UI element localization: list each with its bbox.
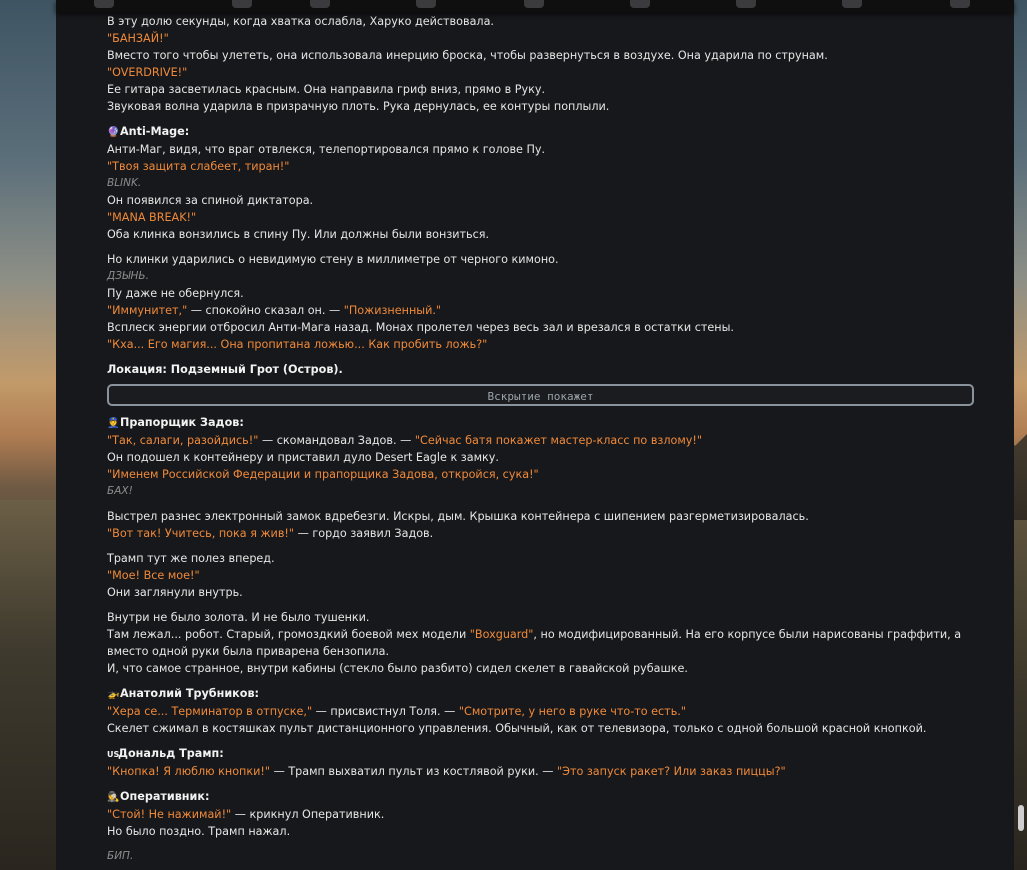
narration: Он появился за спиной диктатора. bbox=[107, 194, 314, 207]
scrollbar[interactable] bbox=[1014, 0, 1027, 870]
quote: "Именем Российской Федерации и прапорщика Задова, откройся, сука!" bbox=[107, 468, 539, 481]
dialogue-line: "Хера се... Терминатор в отпуске," — присвистнул Толя. — "Смотрите, у него в руке что-то есть." bbox=[107, 705, 686, 718]
quote: "Кха... Его магия... Она пропитана ложью... Как пробить ложь?" bbox=[107, 338, 488, 351]
dialogue-line: "Иммунитет," — спокойно сказал он. — "Пожизненный." bbox=[107, 304, 442, 317]
quote: "MANA BREAK!" bbox=[107, 211, 197, 224]
toolbar-cards-icon[interactable] bbox=[736, 0, 756, 8]
dialogue-line: "Стой! Не нажимай!" — крикнул Оперативник. bbox=[107, 808, 385, 821]
speaker-trubnikov: 🚁Анатолий Трубников: bbox=[107, 685, 987, 703]
narration: Он подошел к контейнеру и приставил дуло Desert Eagle к замку. bbox=[107, 451, 499, 464]
toolbar-characters-icon[interactable] bbox=[950, 0, 970, 8]
toolbar-plug-icon[interactable] bbox=[232, 0, 252, 8]
quote: "БАНЗАЙ!" bbox=[107, 32, 169, 45]
toolbar-book-icon[interactable] bbox=[416, 0, 436, 8]
sound-effect: BLINK. bbox=[107, 177, 142, 189]
us-flag-icon: US bbox=[107, 750, 120, 759]
toolbar-extensions-icon[interactable] bbox=[524, 0, 544, 8]
location-heading: Локация: Подземный Грот (Остров). bbox=[107, 363, 343, 376]
message-text bbox=[107, 13, 987, 865]
toolbar-sliders-icon[interactable] bbox=[94, 0, 114, 8]
narration: Ее гитара засветилась красным. Она направила гриф вниз, прямо в Руку. bbox=[107, 83, 546, 96]
narration: Оба клинка вонзились в спину Пу. Или должны были вонзиться. bbox=[107, 228, 490, 241]
toolbar-font-icon[interactable] bbox=[310, 0, 330, 8]
background-ground-left bbox=[0, 500, 56, 870]
helicopter-icon: 🚁 bbox=[107, 689, 120, 700]
speaker-trump: USДональд Трамп: bbox=[107, 745, 987, 763]
narration: Но было поздно. Трамп нажал. bbox=[107, 825, 291, 838]
narration: Там лежал... робот. Старый, громоздкий боевой мех модели "Boxguard", но модифицированный. На его корпусе были нарисованы граффити, а вместо одной руки была приварена бензопила. bbox=[107, 628, 962, 658]
crystal-ball-icon: 🔮 bbox=[107, 127, 120, 138]
dialogue-line: "Вот так! Учитесь, пока я жив!" — гордо заявил Задов. bbox=[107, 527, 434, 540]
narration: Но клинки ударились о невидимую стену в миллиметре от черного кимоно. bbox=[107, 253, 559, 266]
police-officer-icon: 👮 bbox=[107, 418, 120, 429]
dialogue-line: "Так, салаги, разойдись!" — скомандовал Задов. — "Сейчас батя покажет мастер-класс по взлому!" bbox=[107, 434, 703, 447]
sound-effect: БИП. bbox=[107, 850, 134, 862]
narration: Трамп тут же полез вперед. bbox=[107, 552, 275, 565]
toolbar-persona-icon[interactable] bbox=[630, 0, 650, 8]
toolbar-face-icon[interactable] bbox=[842, 0, 862, 8]
top-toolbar bbox=[56, 0, 1014, 12]
narration: Они заглянули внутрь. bbox=[107, 586, 243, 599]
narration: Звуковая волна ударила в призрачную плоть. Рука дернулась, ее контуры поплыли. bbox=[107, 100, 610, 113]
narration: В эту долю секунды, когда хватка ослабла, Харуко действовала. bbox=[107, 15, 494, 28]
detective-icon: 🕵 bbox=[107, 792, 120, 803]
narration: Вместо того чтобы улететь, она использовала инерцию броска, чтобы развернуться в воздухе. Она ударила по струнам. bbox=[107, 49, 828, 62]
dialogue-line: "Кнопка! Я люблю кнопки!" — Трамп выхватил пульт из костлявой руки. — "Это запуск ракет? Или заказ пиццы?" bbox=[107, 765, 786, 778]
scrollbar-thumb[interactable] bbox=[1018, 805, 1024, 831]
speaker-anti-mage: 🔮Anti-Mage: bbox=[107, 123, 987, 141]
narration: Всплеск энергии отбросил Анти-Мага назад. Монах пролетел через весь зал и врезался в остатки стены. bbox=[107, 321, 734, 334]
quote: "Твоя защита слабеет, тиран!" bbox=[107, 160, 290, 173]
narration: Внутри не было золота. И не было тушенки. bbox=[107, 611, 370, 624]
narration: Анти-Маг, видя, что враг отвлекся, телепортировался прямо к голове Пу. bbox=[107, 143, 546, 156]
narration: Выстрел разнес электронный замок вдребезги. Искры, дым. Крышка контейнера с шипением разгерметизировалась. bbox=[107, 510, 809, 523]
sound-effect: ДЗЫНЬ. bbox=[107, 270, 149, 282]
narration: Пу даже не обернулся. bbox=[107, 287, 244, 300]
quote: "OVERDRIVE!" bbox=[107, 66, 188, 79]
spoiler-button[interactable]: Вскрытие покажет bbox=[107, 384, 974, 406]
speaker-zadov: 👮Прапорщик Задов: bbox=[107, 414, 987, 432]
narration: И, что самое странное, внутри кабины (стекло было разбито) сидел скелет в гавайской рубашке. bbox=[107, 662, 688, 675]
quote: "Мое! Все мое!" bbox=[107, 569, 200, 582]
sound-effect: БАХ! bbox=[107, 485, 133, 497]
speaker-operative: 🕵Оперативник: bbox=[107, 788, 987, 806]
narration: Скелет сжимал в костяшках пульт дистанционного управления. Обычный, как от телевизора, только с одной большой красной кнопкой. bbox=[107, 722, 927, 735]
